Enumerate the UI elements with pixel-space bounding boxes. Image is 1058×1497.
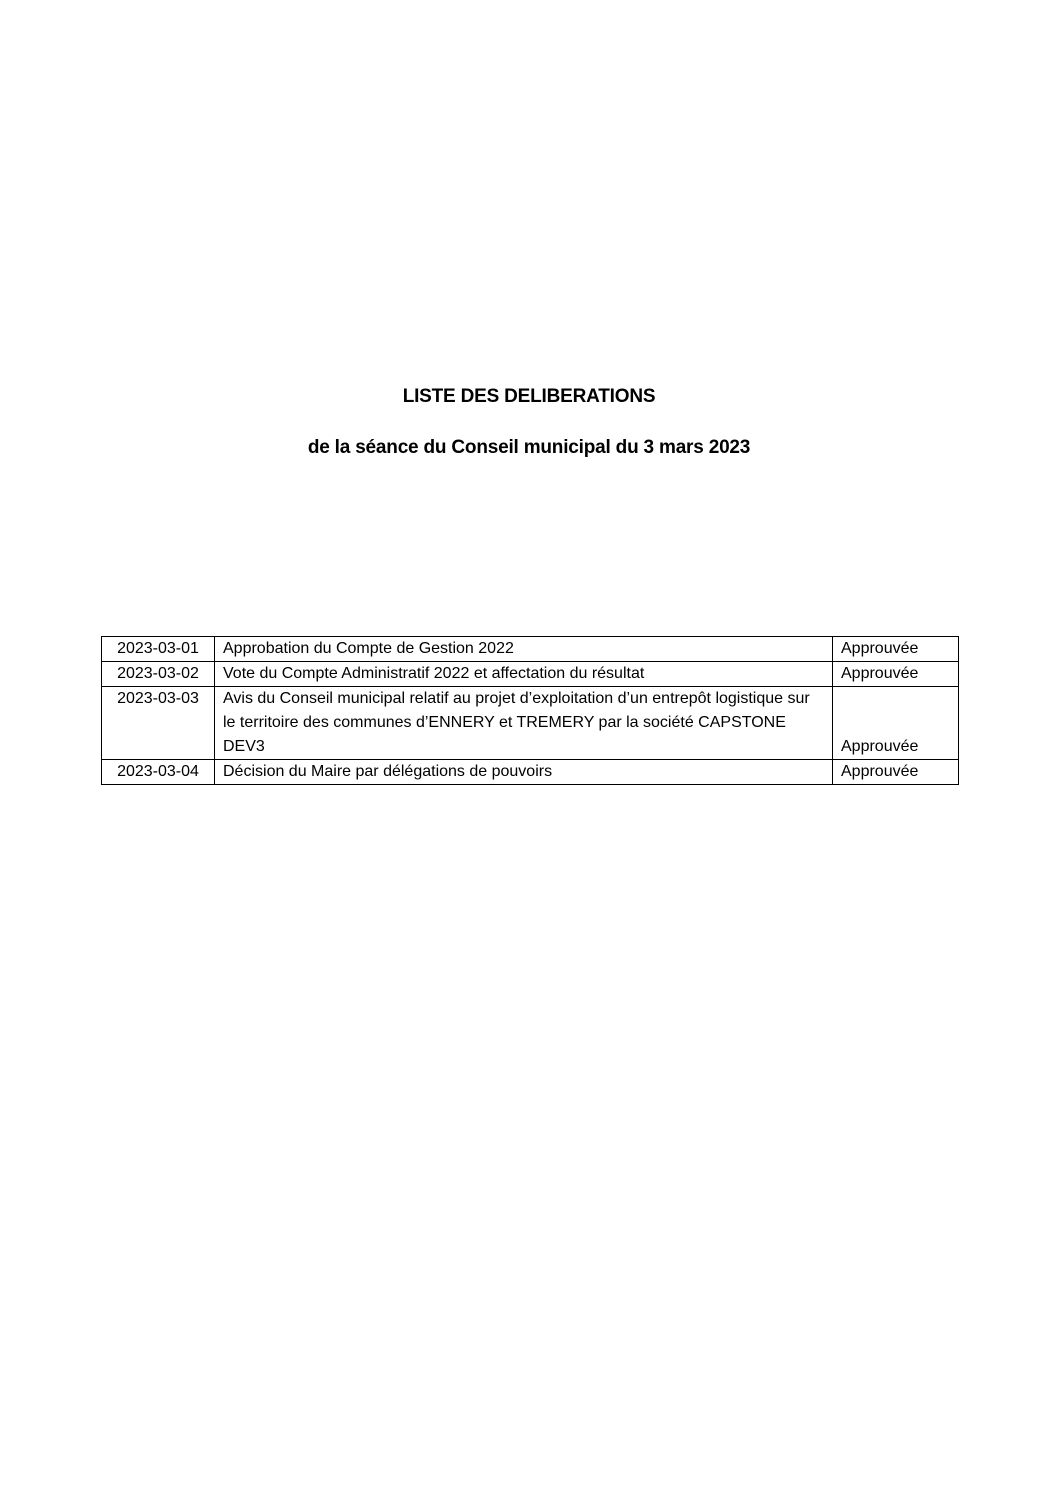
deliberation-object: Approbation du Compte de Gestion 2022 [215,637,833,662]
table-row [102,687,959,760]
deliberation-status: Approuvée [833,687,959,760]
deliberation-status: Approuvée [833,760,959,785]
table-row [102,760,959,785]
document-subtitle: de la séance du Conseil municipal du 3 mars 2023 [307,437,751,458]
deliberation-number: 2023-03-03 [102,687,215,760]
deliberation-object: Avis du Conseil municipal relatif au projet d’exploitation d’un entrepôt logistique sur le territoire des communes d’ENNERY et TREMERY par la société CAPSTONE DEV3 [215,687,833,760]
deliberation-object: Décision du Maire par délégations de pouvoirs [215,760,833,785]
deliberation-number: 2023-03-02 [102,662,215,687]
deliberation-number: 2023-03-04 [102,760,215,785]
deliberations-table [101,636,959,785]
deliberation-object: Vote du Compte Administratif 2022 et affectation du résultat [215,662,833,687]
deliberation-status: Approuvée [833,662,959,687]
document-title: LISTE DES DELIBERATIONS [402,386,656,407]
deliberation-status: Approuvée [833,637,959,662]
table-row [102,662,959,687]
table-row [102,637,959,662]
deliberation-number: 2023-03-01 [102,637,215,662]
